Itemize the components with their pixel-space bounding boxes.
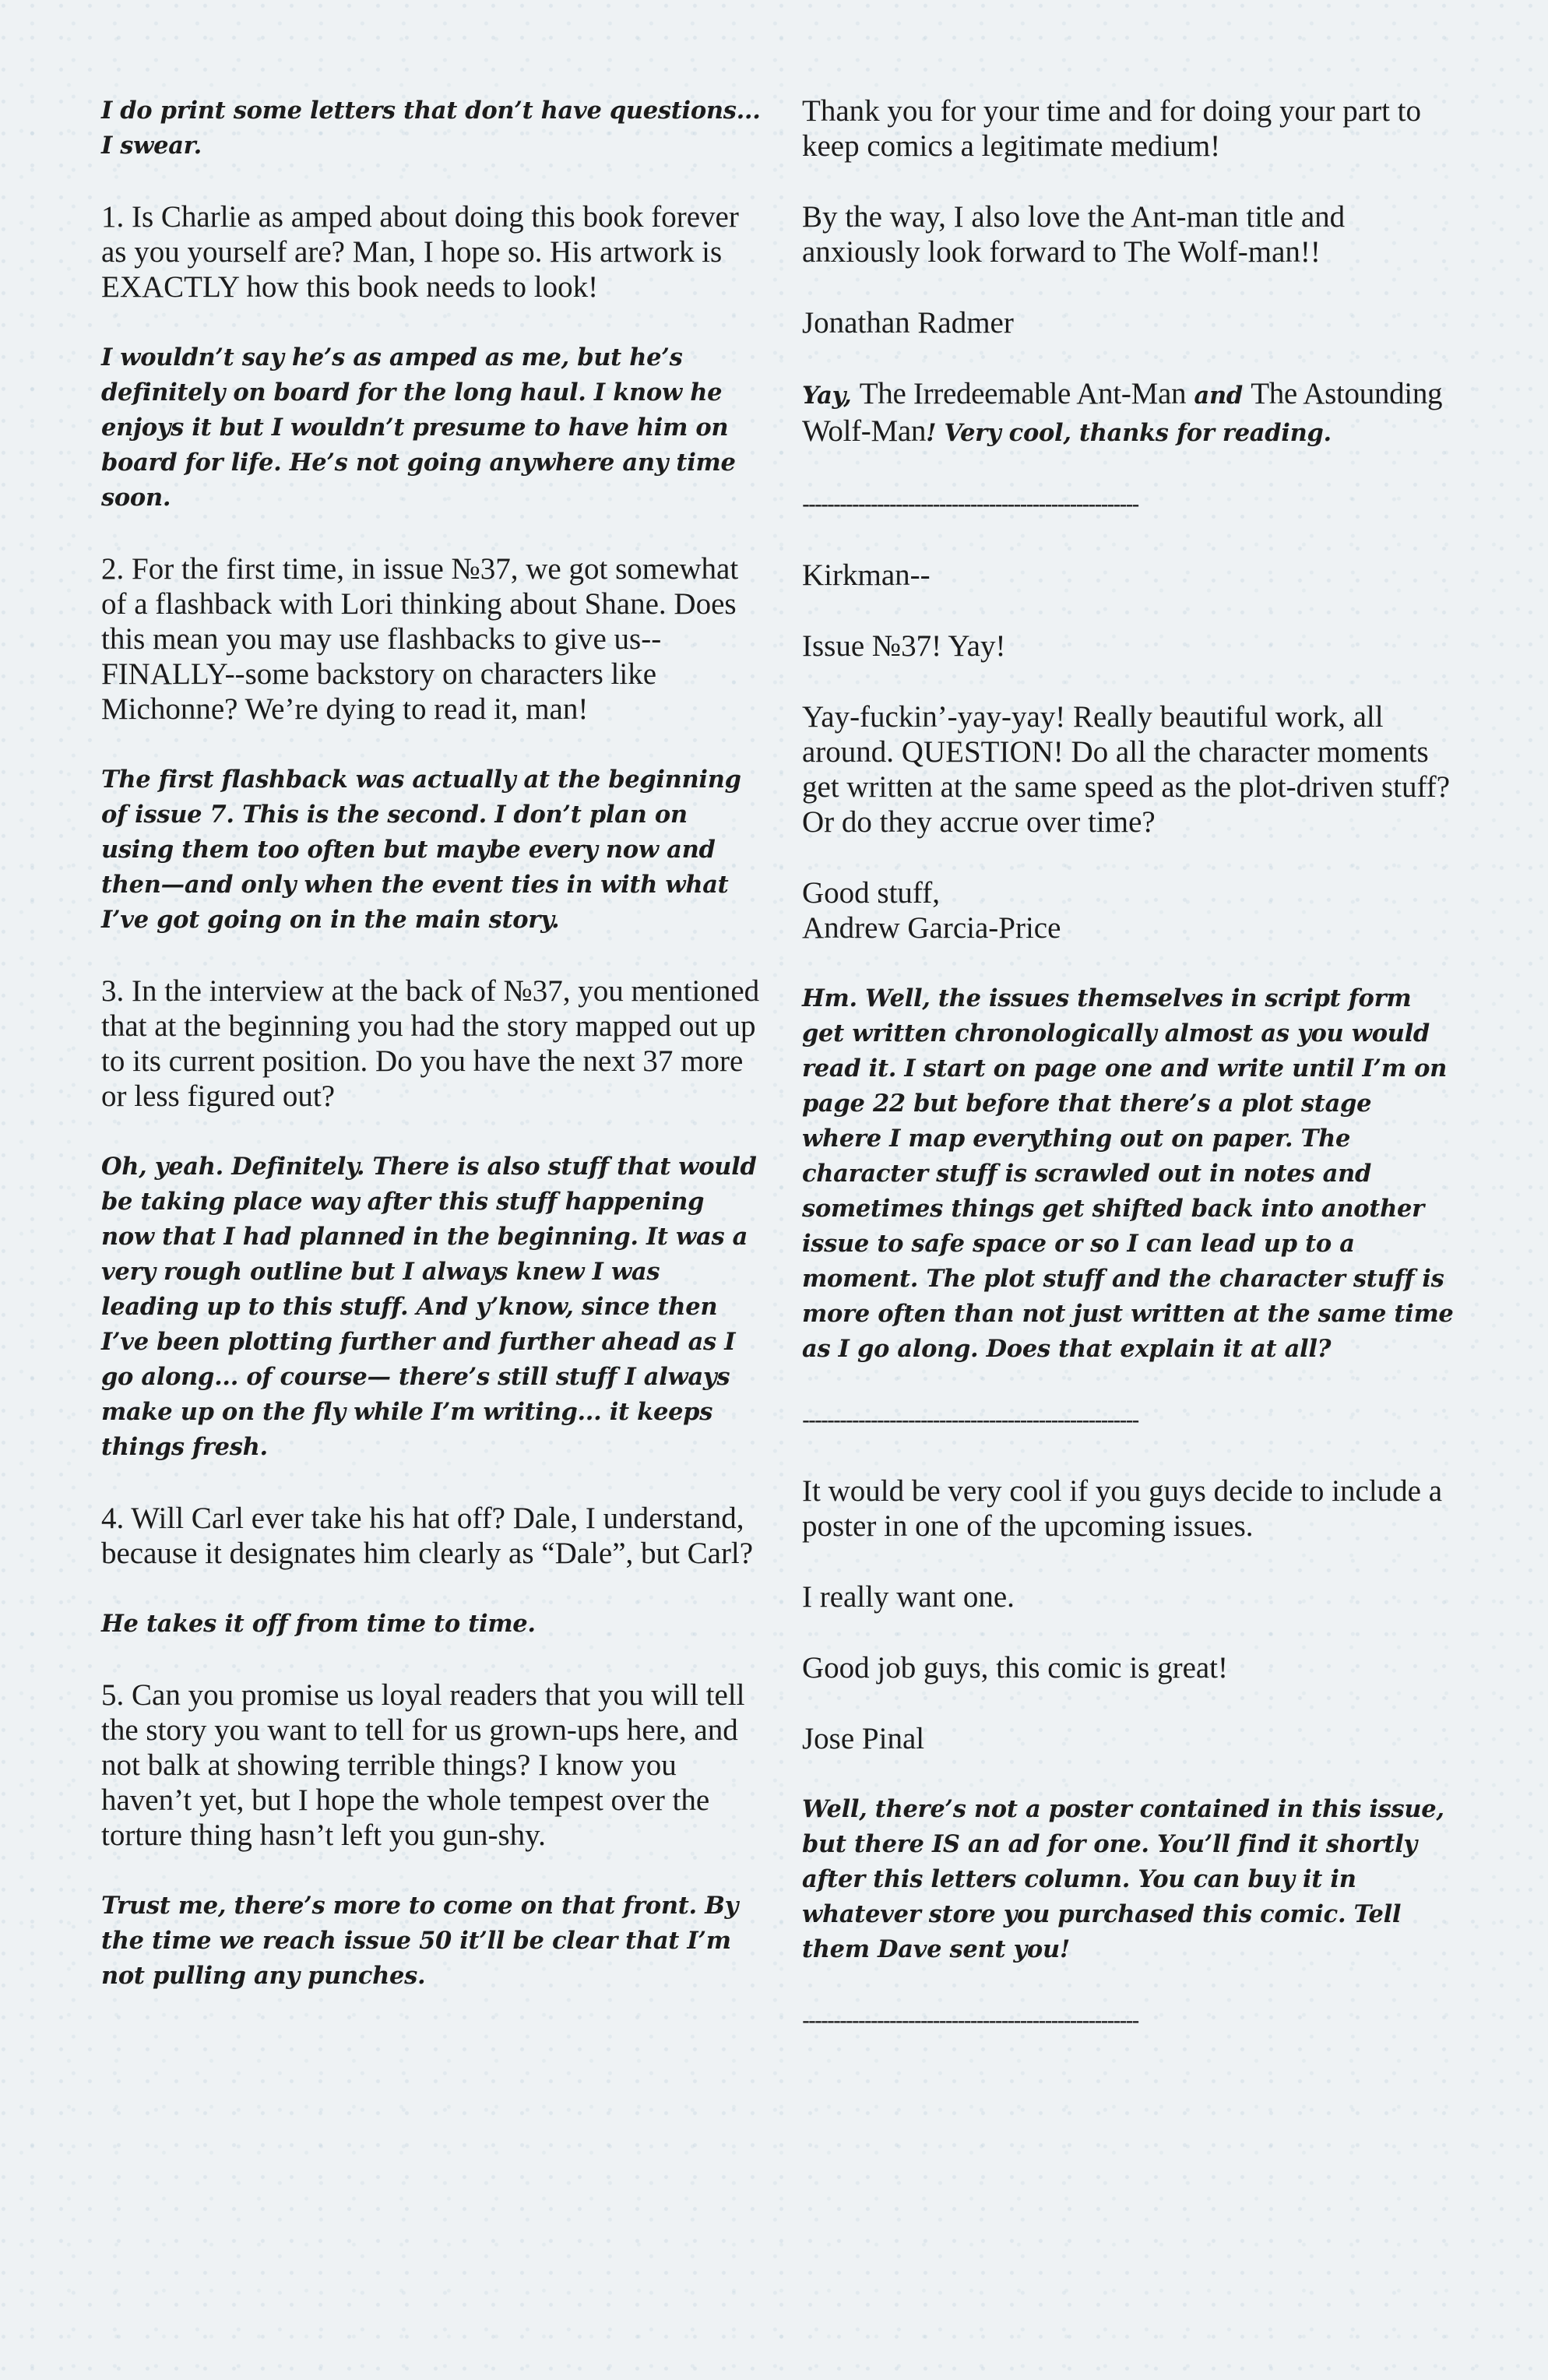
- editor-reply-garcia-price: Hm. Well, the issues themselves in script form get written chronologically almost as you would read it. I start on page one and write until I’m on page 22 but before that there’s a plot stage where I map everything out on paper. The character stuff is scrawled out in notes and sometimes things get shifted back into another issue to safe space or so I can lead up to a moment. The plot stuff and the character stuff is more often than not just written at the same time as I go along. Does that explain it at all?: [802, 984, 1454, 1363]
- editor-answer-3: Oh, yeah. Definitely. There is also stuff that would be taking place way after this stuff happening now that I had planned in the beginning. It was a very rough outline but I always knew I was leading up to this stuff. And y’know, since then I’ve been plotting further and further ahead as I go along... of course— there’s still stuff I always make up on the fly while I’m writing... it keeps things fresh.: [101, 1153, 757, 1461]
- letter-closing: Thank you for your time and for doing your part to keep comics a legitimate medium!: [802, 94, 1421, 163]
- reader-question-5: 5. Can you promise us loyal readers that you will tell the story you want to tell for us grown-ups here, and not balk at showing terrible things? I know you haven’t yet, but I hope the whole tempest over the torture thing hasn’t left you gun-shy.: [101, 1678, 745, 1852]
- letter-postscript: By the way, I also love the Ant-man title and anxiously look forward to The Wolf-man!!: [802, 200, 1346, 269]
- divider: ------------------------------------------------------: [802, 491, 1138, 517]
- reader-question-2: 2. For the first time, in issue №37, we got somewhat of a flashback with Lori thinking about Shane. Does this mean you may use flashbacks to give us--FINALLY--some backstory on characters like Michonne? We’re dying to read it, man!: [101, 552, 739, 726]
- reader-question-3: 3. In the interview at the back of №37, you mentioned that at the beginning you had the story mapped out up to its current position. Do you have the next 37 more or less figured out?: [101, 974, 760, 1113]
- letter-salutation: Kirkman--: [802, 558, 931, 592]
- right-column: [802, 93, 1456, 2074]
- editor-answer-2: The first flashback was actually at the beginning of issue 7. This is the second. I don’t plan on using them too often but maybe every now and then—and only when the event ties in with what I’ve got going on in the main story.: [101, 766, 741, 934]
- letter-body: It would be very cool if you guys decide to include a poster in one of the upcoming issues.: [802, 1474, 1443, 1543]
- editor-answer-5: Trust me, there’s more to come on that front. By the time we reach issue 50 it’ll be clear that I’m not pulling any punches.: [101, 1892, 739, 1990]
- editor-note-intro: I do print some letters that don’t have questions... I swear.: [101, 97, 761, 160]
- divider: ------------------------------------------------------: [802, 2008, 1138, 2033]
- letter-signature: Jonathan Radmer: [802, 306, 1014, 340]
- letter-opening: Issue №37! Yay!: [802, 629, 1006, 663]
- editor-answer-4: He takes it off from time to time.: [101, 1610, 536, 1638]
- editor-reply-radmer: Yay, The Irredeemable Ant-Man and The Astounding Wolf-Man! Very cool, thanks for reading.: [802, 377, 1443, 448]
- editor-reply-pinal: Well, there’s not a poster contained in this issue, but there IS an ad for one. You’ll find it shortly after this letters column. You can buy it in whatever store you purchased this comic. Tell them Dave sent you!: [802, 1795, 1444, 1963]
- letter-signature: Jose Pinal: [802, 1722, 925, 1755]
- reader-question-1: 1. Is Charlie as amped about doing this book forever as you yourself are? Man, I hope so. His artwork is EXACTLY how this book needs to look!: [101, 200, 739, 304]
- reader-question-4: 4. Will Carl ever take his hat off? Dale, I understand, because it designates him clearly as “Dale”, but Carl?: [101, 1502, 754, 1570]
- letter-signature: Good stuff, Andrew Garcia-Price: [802, 876, 1061, 945]
- letter-body: Good job guys, this comic is great!: [802, 1651, 1229, 1685]
- left-column: [101, 93, 763, 2030]
- letter-body: I really want one.: [802, 1580, 1015, 1614]
- divider: ------------------------------------------------------: [802, 1407, 1138, 1433]
- editor-answer-1: I wouldn’t say he’s as amped as me, but he’s definitely on board for the long haul. I know he enjoys it but I wouldn’t presume to have him on board for life. He’s not going anywhere any time soon.: [101, 343, 736, 512]
- letter-body: Yay-fuckin’-yay-yay! Really beautiful work, all around. QUESTION! Do all the character moments get written at the same speed as the plot-driven stuff? Or do they accrue over time?: [802, 700, 1451, 839]
